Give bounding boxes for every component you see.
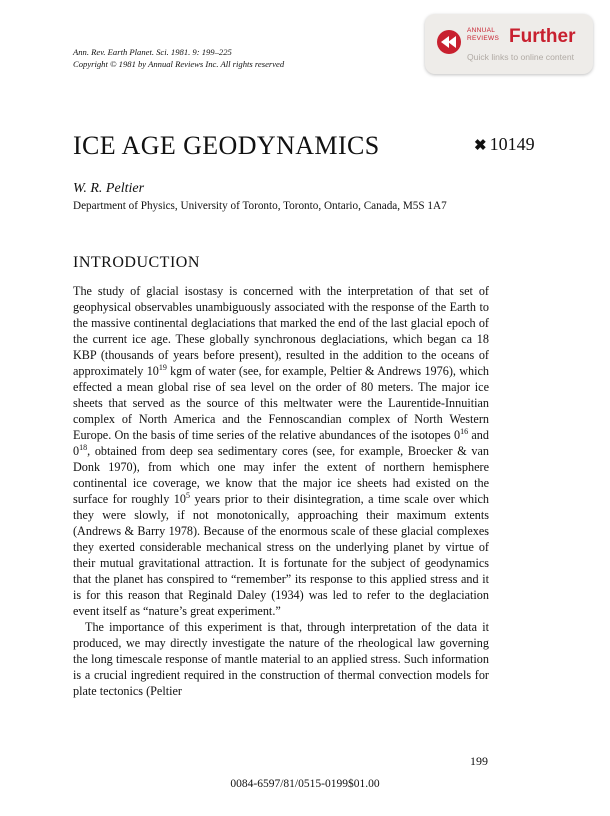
p1-isotope-2: 0 [73, 444, 80, 458]
p1-isotope-1: 0 [454, 428, 461, 442]
citation-line-2: Copyright © 1981 by Annual Reviews Inc. All rights reserved [73, 59, 285, 69]
p1-base-2: 10 [173, 492, 186, 506]
p1-exponent-2: 5 [185, 490, 190, 500]
paragraph-2: The importance of this experiment is that, through interpretation of the data it produced, we may directly investigate the nature of the rheological law governing the long timescale response of mantle material to an applied stress. Such information is a crucial ingredient required in the construction of thermal convection models for plate tectonics (Peltier [73, 620, 489, 698]
footer-code: 0084-6597/81/0515-0199$01.00 [230, 778, 380, 790]
article-title: ICE AGE GEODYNAMICS [73, 131, 380, 160]
journal-citation [73, 46, 284, 70]
section-heading: INTRODUCTION [73, 254, 200, 271]
article-body [73, 283, 489, 699]
annual-reviews-further-badge[interactable] [425, 14, 593, 74]
p1-isotope-2-mass: 18 [79, 442, 88, 452]
p1-isotope-1-mass: 16 [460, 426, 469, 436]
badge-subtitle: Quick links to online content [467, 52, 575, 62]
p1-and: and [468, 428, 489, 442]
p1-text-3: , obtained from deep sea sedimentary cores (see, for example, Broecker & van Donk 1970), from which one may infer the extent of northern hemisphere continental ice coverage, we know that the major ice sheets had existed on the surface for roughly [73, 444, 489, 506]
p1-base-1: 10 [146, 364, 159, 378]
p1-text-4: years prior to their disintegration, a time scale over which they were slowly, if not monotonically, approaching their maximum extents (Andrews & Barry 1978). Because of the enormous scale of these glacial complexes they exerted considerable mechanical stress on the underlying planet by virtue of their mutual gravitational attraction. It is fortunate for the subject of geodynamics that the planet has conspired to “remember” its response to this applied stress and it is for this reason that Reginald Daley (1934) was led to refer to the deglaciation event itself as “nature’s great experiment.” [73, 492, 490, 618]
badge-publisher [467, 27, 499, 42]
play-arrow-icon [437, 30, 461, 54]
manuscript-number-value: 10149 [489, 134, 535, 154]
paragraph-1 [73, 283, 489, 619]
p1-text-2: kgm of water (see, for example, Peltier & Andrews 1976), which effected a mean global rise of sea level on the order of 80 meters. The major ice sheets that served as the source of this meltwater were the Laurentide-Innuitian complex of North America and the Fennoscandian complex of North Western Europe. On the basis of time series of the relative abundances of the isotopes [73, 364, 489, 442]
badge-publisher-line1: ANNUAL [467, 27, 496, 34]
cross-mark-icon: ✖ [474, 138, 487, 154]
citation-line-1: Ann. Rev. Earth Planet. Sci. 1981. 9: 199–225 [73, 47, 232, 57]
author-affiliation: Department of Physics, University of Toronto, Toronto, Ontario, Canada, M5S 1A7 [73, 200, 447, 212]
p1-text-1: The study of glacial isostasy is concerned with the interpretation of that set of geophysical observables unambiguously associated with the response of the Earth to the massive continental deglaciations that marked the end of the last glacial epoch of the current ice age. These globally synchronous deglaciations, which began ca 18 KBP (thousands of years before present), resulted in the addition to the oceans of approximately [73, 284, 489, 378]
badge-publisher-line2: REVIEWS [467, 34, 500, 42]
author-name: W. R. Peltier [73, 181, 145, 196]
manuscript-number [474, 134, 535, 155]
page-number: 199 [470, 754, 488, 768]
badge-brand: Further [509, 26, 576, 47]
p1-exponent-1: 19 [158, 362, 167, 372]
